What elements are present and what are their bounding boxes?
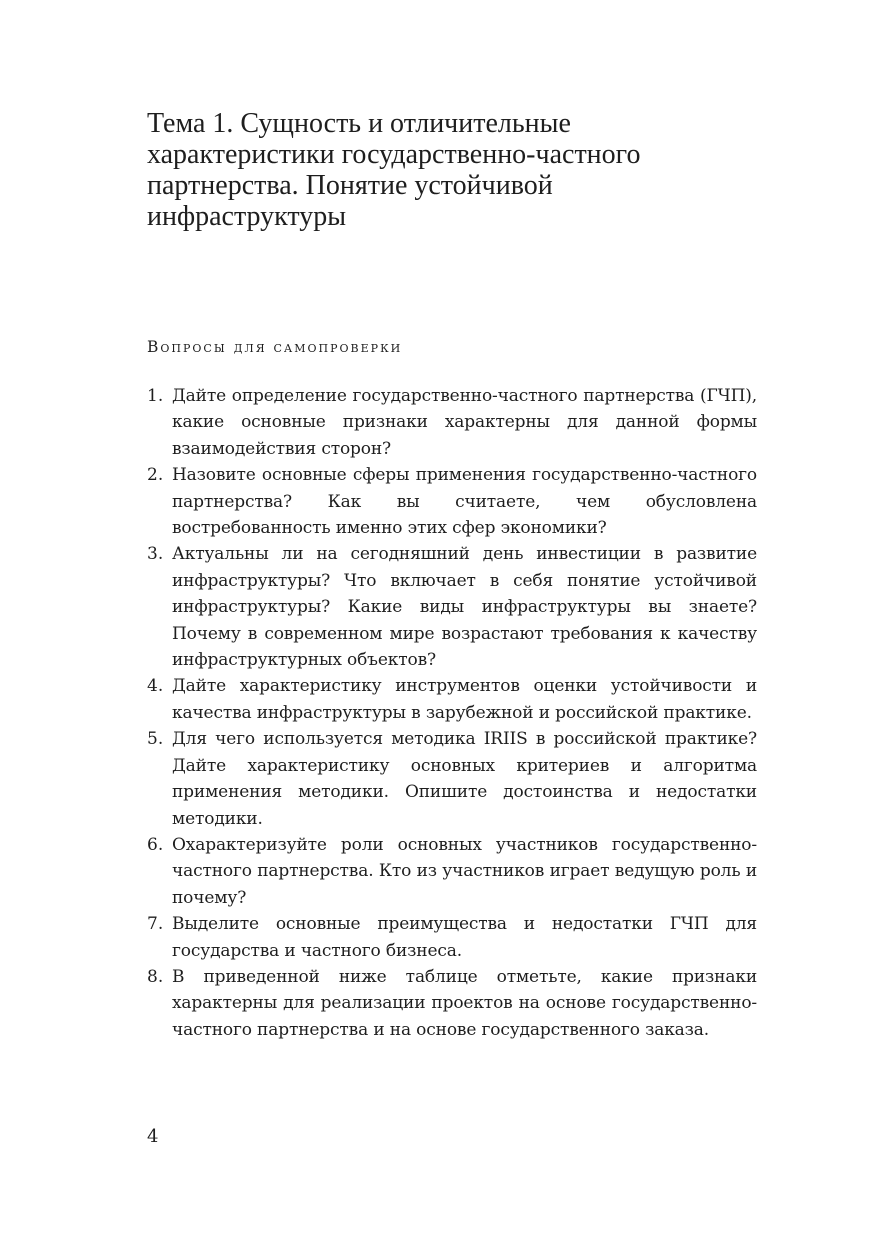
question-text: Охарактеризуйте роли основных участников государственно-частного партнерства. Кто из участников играет ведущую роль и почему? xyxy=(172,834,757,908)
question-item xyxy=(147,832,757,911)
question-item xyxy=(147,462,757,541)
question-list xyxy=(147,383,757,1043)
question-number: 1. xyxy=(147,386,164,406)
question-text: Выделите основные преимущества и недостатки ГЧП для государства и частного бизнеса. xyxy=(172,914,757,961)
page-number: 4 xyxy=(147,1126,159,1147)
question-number: 3. xyxy=(147,544,164,565)
question-item xyxy=(147,726,757,832)
question-number: 2. xyxy=(147,465,164,486)
question-number: 6. xyxy=(147,834,164,855)
chapter-title: Тема 1. Сущность и отличительные характеристики государственно-частного партнерства. Понятие устойчивой инфраструктуры xyxy=(147,108,641,232)
question-number: 8. xyxy=(147,966,164,987)
question-text: Для чего используется методика IRIIS в российской практике? Дайте характеристику основных критериев и алгоритма применения методики. Опишите достоинства и недостатки методики. xyxy=(172,729,757,829)
question-text: Дайте определение государственно-частного партнерства (ГЧП), какие основные признаки характерны для данной формы взаимодействия сторон? xyxy=(172,386,757,459)
question-number: 5. xyxy=(147,729,164,750)
question-item xyxy=(147,964,757,1043)
section-heading: Вопросы для самопроверки xyxy=(147,338,403,356)
question-text: Дайте характеристику инструментов оценки устойчивости и качества инфраструктуры в зарубежной и российской практике. xyxy=(172,676,757,723)
question-item xyxy=(147,541,757,673)
question-text: Назовите основные сферы применения государственно-частного партнерства? Как вы считаете, чем обусловлена востребованность именно этих сфер экономики? xyxy=(172,465,757,539)
question-item xyxy=(147,911,757,964)
question-item xyxy=(147,383,757,462)
question-text: Актуальны ли на сегодняшний день инвестиции в развитие инфраструктуры? Что включает в себя понятие устойчивой инфраструктуры? Какие виды инфраструктуры вы знаете? Почему в современном мире возрастают требования к качеству инфраструктурных объектов? xyxy=(172,544,757,671)
question-text: В приведенной ниже таблице отметьте, какие признаки характерны для реализации проектов на основе государственно-частного партнерства и на основе государственного заказа. xyxy=(172,966,757,1040)
question-item xyxy=(147,673,757,726)
question-number: 4. xyxy=(147,676,164,697)
question-number: 7. xyxy=(147,914,164,935)
